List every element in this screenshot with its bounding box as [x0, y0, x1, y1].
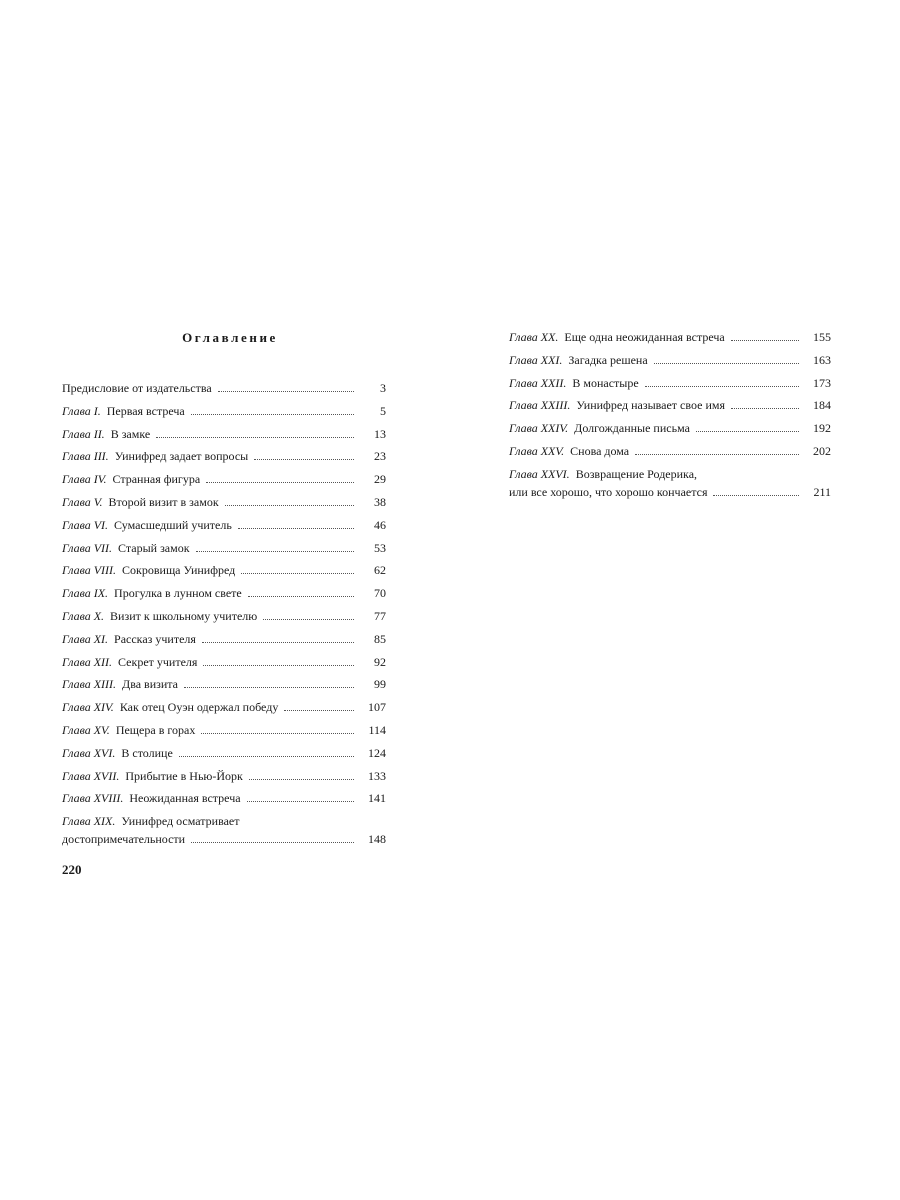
toc-entry [62, 404, 386, 427]
chapter-label: Глава XIV. [62, 700, 114, 715]
toc-entry [62, 381, 386, 404]
chapter-label: Глава XIII. [62, 677, 117, 692]
toc-entry [62, 769, 386, 792]
chapter-title: Как отец Оуэн одержал победу [119, 700, 279, 715]
dot-leader [184, 677, 354, 688]
chapter-label: Глава XXII. [509, 375, 567, 390]
chapter-page: 173 [813, 375, 831, 390]
toc-right-column [509, 330, 831, 512]
chapter-title: Долгожданные письма [574, 421, 690, 436]
chapter-title: Уинифред называет свое имя [576, 398, 725, 413]
toc-entry [62, 495, 386, 518]
chapter-label: Глава X. [62, 608, 105, 623]
chapter-title-continued: или все хорошо, что хорошо кончается [509, 484, 708, 499]
chapter-title: Визит к школьному учителю [110, 608, 258, 623]
chapter-page: 155 [813, 330, 831, 344]
chapter-label: Глава XX. [509, 330, 559, 344]
dot-leader [713, 485, 799, 496]
dot-leader [218, 381, 354, 392]
chapter-label: Глава XXIII. [509, 398, 571, 413]
toc-entry [509, 330, 831, 353]
dot-leader [225, 495, 354, 506]
toc-entry [62, 655, 386, 678]
toc-entry [62, 449, 386, 472]
toc-entry [62, 700, 386, 723]
chapter-title: Странная фигура [112, 472, 201, 487]
dot-leader [179, 746, 354, 757]
dot-leader [201, 723, 354, 734]
dot-leader [284, 700, 354, 711]
chapter-label: Глава XXIV. [509, 421, 569, 436]
dot-leader [196, 541, 354, 552]
toc-entry [509, 398, 831, 421]
toc-entry [62, 677, 386, 700]
toc-entry [62, 791, 386, 814]
chapter-page: 77 [374, 608, 386, 623]
chapter-title: Еще одна неожиданная встреча [564, 330, 725, 344]
toc-entry [509, 467, 831, 512]
dot-leader [654, 353, 799, 364]
chapter-label: Глава IX. [62, 586, 109, 601]
chapter-label: Глава XXI. [509, 352, 563, 367]
chapter-page: 23 [374, 449, 386, 464]
chapter-page: 124 [368, 745, 386, 760]
chapter-title: Два визита [122, 677, 179, 692]
chapter-title: Пещера в горах [115, 722, 196, 737]
chapter-label: Глава VII. [62, 540, 113, 555]
dot-leader [263, 609, 354, 620]
toc-heading: Оглавление [182, 330, 278, 345]
dot-leader [206, 472, 354, 483]
chapter-page: 107 [368, 700, 386, 715]
toc-entry [62, 609, 386, 632]
chapter-page: 29 [374, 472, 386, 487]
chapter-title: Прибытие в Нью-Йорк [125, 768, 243, 783]
dot-leader [696, 421, 799, 432]
chapter-title: Неожиданная встреча [129, 791, 241, 806]
chapter-label: Глава I. [62, 403, 101, 418]
chapter-page: 114 [368, 722, 386, 737]
dot-leader [191, 832, 354, 843]
dot-leader [731, 330, 799, 341]
chapter-title: Возвращение Родерика, [575, 466, 698, 481]
chapter-page: 62 [374, 563, 386, 578]
chapter-title: В монастыре [572, 375, 639, 390]
chapter-title: Загадка решена [568, 352, 648, 367]
chapter-title: Сумасшедший учитель [114, 517, 232, 532]
chapter-title: Секрет учителя [118, 654, 198, 669]
chapter-page: 85 [374, 631, 386, 646]
dot-leader [249, 769, 354, 780]
chapter-page: 192 [813, 421, 831, 436]
chapter-page: 202 [813, 443, 831, 458]
toc-entry [509, 376, 831, 399]
chapter-label: Глава XV. [62, 722, 110, 737]
chapter-title: Снова дома [570, 443, 630, 458]
chapter-label: Глава XXVI. [509, 466, 570, 481]
chapter-page: 184 [813, 398, 831, 413]
chapter-label: Глава XVII. [62, 768, 120, 783]
toc-entry [62, 563, 386, 586]
chapter-title: Старый замок [118, 540, 190, 555]
chapter-title: В столице [121, 745, 173, 760]
toc-entry [62, 746, 386, 769]
chapter-label: Глава V. [62, 494, 103, 509]
chapter-page: 211 [813, 484, 831, 499]
chapter-label: Глава XVIII. [62, 791, 124, 806]
chapter-page: 163 [813, 352, 831, 367]
toc-left-column [62, 381, 386, 859]
chapter-page: 70 [374, 586, 386, 601]
chapter-title: Второй визит в замок [108, 494, 219, 509]
page-number: 220 [62, 862, 82, 877]
chapter-page: 92 [374, 654, 386, 669]
chapter-label: Глава XVI. [62, 745, 116, 760]
chapter-page: 99 [374, 677, 386, 692]
chapter-page: 13 [374, 426, 386, 441]
chapter-label: Глава II. [62, 426, 105, 441]
chapter-page: 5 [380, 403, 386, 418]
dot-leader [645, 376, 799, 387]
toc-entry [509, 444, 831, 467]
toc-entry [62, 541, 386, 564]
chapter-page: 38 [374, 494, 386, 509]
chapter-title: Уинифред задает вопросы [114, 449, 249, 464]
chapter-label: Глава XI. [62, 631, 109, 646]
toc-entry [62, 632, 386, 655]
chapter-page: 53 [374, 540, 386, 555]
chapter-title: В замке [110, 426, 151, 441]
chapter-title: Предисловие от издательства [62, 381, 212, 395]
dot-leader [247, 791, 354, 802]
chapter-label: Глава IV. [62, 472, 107, 487]
dot-leader [203, 655, 354, 666]
chapter-label: Глава III. [62, 449, 109, 464]
toc-entry [62, 518, 386, 541]
dot-leader [156, 427, 354, 438]
chapter-title: Прогулка в лунном свете [114, 586, 242, 601]
chapter-label: Глава XIX. [62, 814, 116, 829]
chapter-page: 3 [380, 381, 386, 395]
dot-leader [635, 444, 799, 455]
dot-leader [241, 563, 354, 574]
chapter-page: 133 [368, 768, 386, 783]
dot-leader [191, 404, 354, 415]
dot-leader [202, 632, 354, 643]
toc-entry [62, 814, 386, 859]
chapter-title: Уинифред осматривает [121, 814, 240, 829]
chapter-title-continued: достопримечательности [62, 832, 186, 847]
chapter-page: 148 [368, 832, 386, 847]
toc-entry [509, 421, 831, 444]
chapter-label: Глава VI. [62, 517, 109, 532]
chapter-title: Рассказ учителя [114, 631, 196, 646]
chapter-label: Глава XII. [62, 654, 113, 669]
dot-leader [254, 449, 354, 460]
toc-entry [62, 472, 386, 495]
chapter-label: Глава XXV. [509, 443, 565, 458]
toc-entry [62, 586, 386, 609]
dot-leader [248, 586, 354, 597]
chapter-title: Первая встреча [106, 403, 185, 418]
toc-entry [62, 427, 386, 450]
toc-entry [509, 353, 831, 376]
toc-entry [62, 723, 386, 746]
dot-leader [238, 518, 354, 529]
chapter-title: Сокровища Уинифред [122, 563, 236, 578]
dot-leader [731, 398, 799, 409]
chapter-label: Глава VIII. [62, 563, 117, 578]
chapter-page: 46 [374, 517, 386, 532]
chapter-page: 141 [368, 791, 386, 806]
